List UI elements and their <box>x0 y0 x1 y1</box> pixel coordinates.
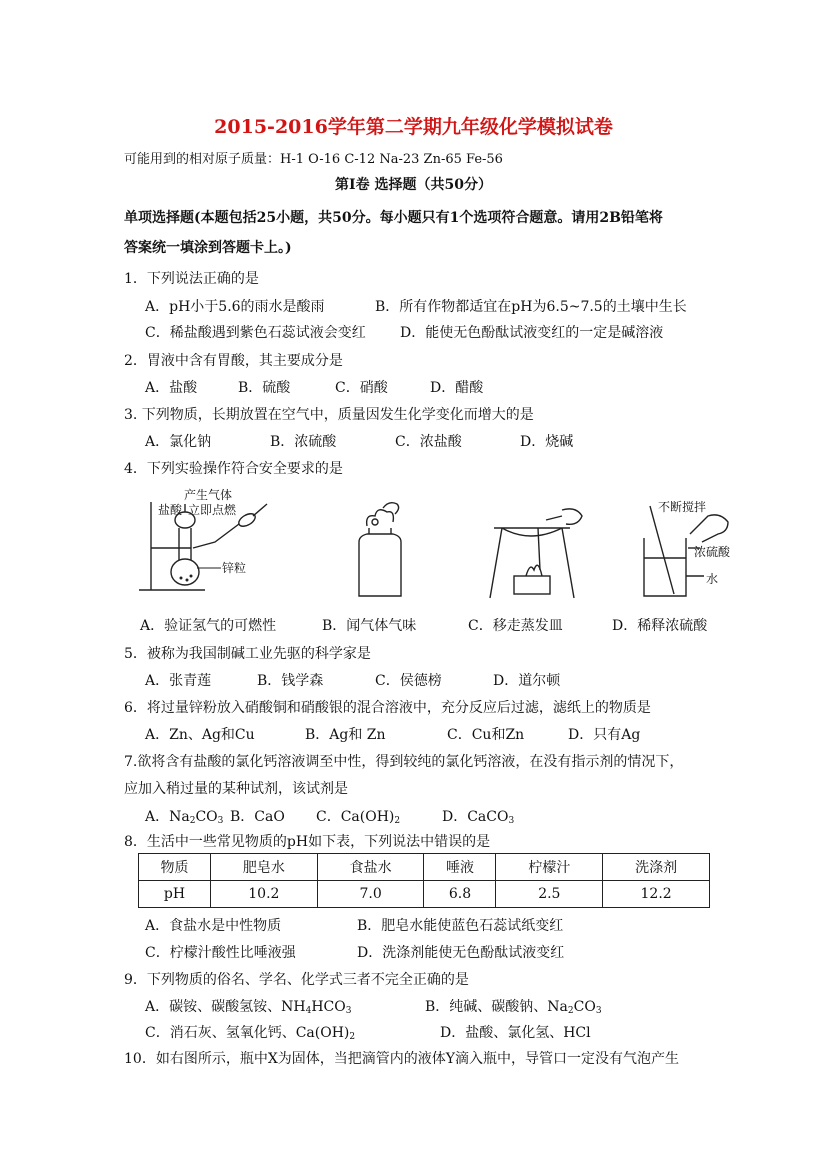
q4-option-d: D．稀释浓硫酸 <box>612 618 708 634</box>
table-cell: 唾液 <box>424 854 496 881</box>
q5-stem: 5．被称为我国制碱工业先驱的科学家是 <box>124 646 371 662</box>
q4-option-b: B．闻气体气味 <box>322 618 417 634</box>
q4-stem: 4．下列实验操作符合安全要求的是 <box>124 461 343 477</box>
q8-option-a: A．食盐水是中性物质 <box>145 918 282 934</box>
q4-option-c: C．移走蒸发皿 <box>468 618 563 634</box>
q7-option-c: C．$Ca(OH)_2$ <box>316 809 401 826</box>
q7-option-b: B．CaO <box>230 809 285 825</box>
q9-option-d: D．盐酸、氯化氢、HCl <box>440 1025 591 1041</box>
q2-option-b: B．硫酸 <box>238 380 291 396</box>
q8-stem: 8．生活中一些常见物质的pH如下表，下列说法中错误的是 <box>124 834 491 850</box>
q1-option-a: A．pH小于5.6的雨水是酸雨 <box>145 299 325 315</box>
figure-evaporating-dish <box>486 498 590 602</box>
q4-option-a: A．验证氢气的可燃性 <box>140 618 277 634</box>
q6-option-b: B．Ag和 Zn <box>305 727 386 743</box>
label-zinc: 锌粒 <box>222 561 247 575</box>
q9-option-b: B．纯碱、碳酸钠、$Na_2CO_3$ <box>425 999 602 1016</box>
q9-stem: 9．下列物质的俗名、学名、化学式三者不完全正确的是 <box>124 972 469 988</box>
q2-option-c: C．硝酸 <box>335 380 388 396</box>
q1-stem: 1．下列说法正确的是 <box>124 271 259 287</box>
q6-option-a: A．Zn、Ag和Cu <box>145 727 255 743</box>
q1-option-b: B．所有作物都适宜在pH为6.5~7.5的土壤中生长 <box>375 299 687 315</box>
table-cell: 洗涤剂 <box>603 854 710 881</box>
q6-stem: 6．将过量锌粉放入硝酸铜和硝酸银的混合溶液中，充分反应后过滤，滤纸上的物质是 <box>124 700 651 716</box>
atomic-masses: 可能用到的相对原子质量：H-1 O-16 C-12 Na-23 Zn-65 Fe-56 <box>124 152 503 167</box>
table-header-row <box>139 854 710 881</box>
q10-stem: 10．如右图所示，瓶中X为固体，当把滴管内的液体Y滴入瓶中，导管口一定没有气泡产生 <box>124 1051 680 1067</box>
label-water: 水 <box>706 572 719 586</box>
q7-stem-2: 应加入稍过量的某种试剂，该试剂是 <box>124 781 348 797</box>
label-gas: 产生气体 <box>184 488 233 502</box>
q3-option-c: C．浓盐酸 <box>395 434 462 450</box>
table-cell: 柠檬汁 <box>496 854 603 881</box>
q3-option-d: D．烧碱 <box>520 434 574 450</box>
table-cell: 肥皂水 <box>210 854 317 881</box>
q7-stem: 7.欲将含有盐酸的氯化钙溶液调至中性，得到较纯的氯化钙溶液，在没有指示剂的情况下， <box>124 754 684 770</box>
page-title: 2015-2016学年第二学期九年级化学模拟试卷 <box>214 116 613 138</box>
q6-option-c: C．Cu和Zn <box>447 727 525 743</box>
q8-option-d: D．洗涤剂能使无色酚酞试液变红 <box>357 945 565 961</box>
q8-option-b: B．肥皂水能使蓝色石蕊试纸变红 <box>357 918 564 934</box>
table-cell: 6.8 <box>424 881 496 908</box>
q7-option-a: A．$Na_2CO_3$ <box>145 809 224 826</box>
q8-option-c: C．柠檬汁酸性比唾液强 <box>145 945 296 961</box>
table-row <box>139 881 710 908</box>
q1-option-c: C．稀盐酸遇到紫色石蕊试液会变红 <box>145 325 366 341</box>
table-cell: 物质 <box>139 854 211 881</box>
figure-smell-gas <box>345 498 415 600</box>
label-acid: 盐酸 <box>158 503 183 517</box>
q5-option-d: D．道尔顿 <box>493 673 561 689</box>
instructions-line-2: 答案统一填涂到答题卡上。) <box>124 240 292 256</box>
q6-option-d: D．只有Ag <box>568 727 641 743</box>
table-cell: 7.0 <box>317 881 424 908</box>
table-cell: 食盐水 <box>317 854 424 881</box>
table-cell: 10.2 <box>210 881 317 908</box>
q7-option-d: D．CaCO$_3$ <box>442 809 515 826</box>
label-ignite: 立即点燃 <box>188 503 237 517</box>
q2-stem: 2．胃液中含有胃酸，其主要成分是 <box>124 353 343 369</box>
table-cell: 12.2 <box>603 881 710 908</box>
q3-option-a: A．氯化钠 <box>145 434 212 450</box>
q2-option-d: D．醋酸 <box>430 380 484 396</box>
ph-table <box>138 853 710 908</box>
instructions-line-1: 单项选择题(本题包括25小题，共50分。每小题只有1个选项符合题意。请用2B铅笔将 <box>124 210 663 226</box>
q2-option-a: A．盐酸 <box>145 380 198 396</box>
label-conc-acid: 浓硫酸 <box>694 545 731 559</box>
q9-option-a: A．碳铵、碳酸氢铵、$NH_4HCO_3$ <box>145 999 352 1016</box>
section-header: 第Ⅰ卷 选择题（共50分） <box>335 177 492 193</box>
label-stir: 不断搅拌 <box>658 500 707 514</box>
table-cell: pH <box>139 881 211 908</box>
q5-option-b: B．钱学森 <box>257 673 324 689</box>
q5-option-a: A．张青莲 <box>145 673 212 689</box>
q5-option-c: C．侯德榜 <box>375 673 442 689</box>
q3-option-b: B．浓硫酸 <box>270 434 337 450</box>
q3-stem: 3. 下列物质，长期放置在空气中，质量因发生化学变化而增大的是 <box>124 407 534 423</box>
q1-option-d: D．能使无色酚酞试液变红的一定是碱溶液 <box>400 325 664 341</box>
table-cell: 2.5 <box>496 881 603 908</box>
q9-option-c: C．消石灰、氢氧化钙、$Ca(OH)_2$ <box>145 1025 356 1042</box>
